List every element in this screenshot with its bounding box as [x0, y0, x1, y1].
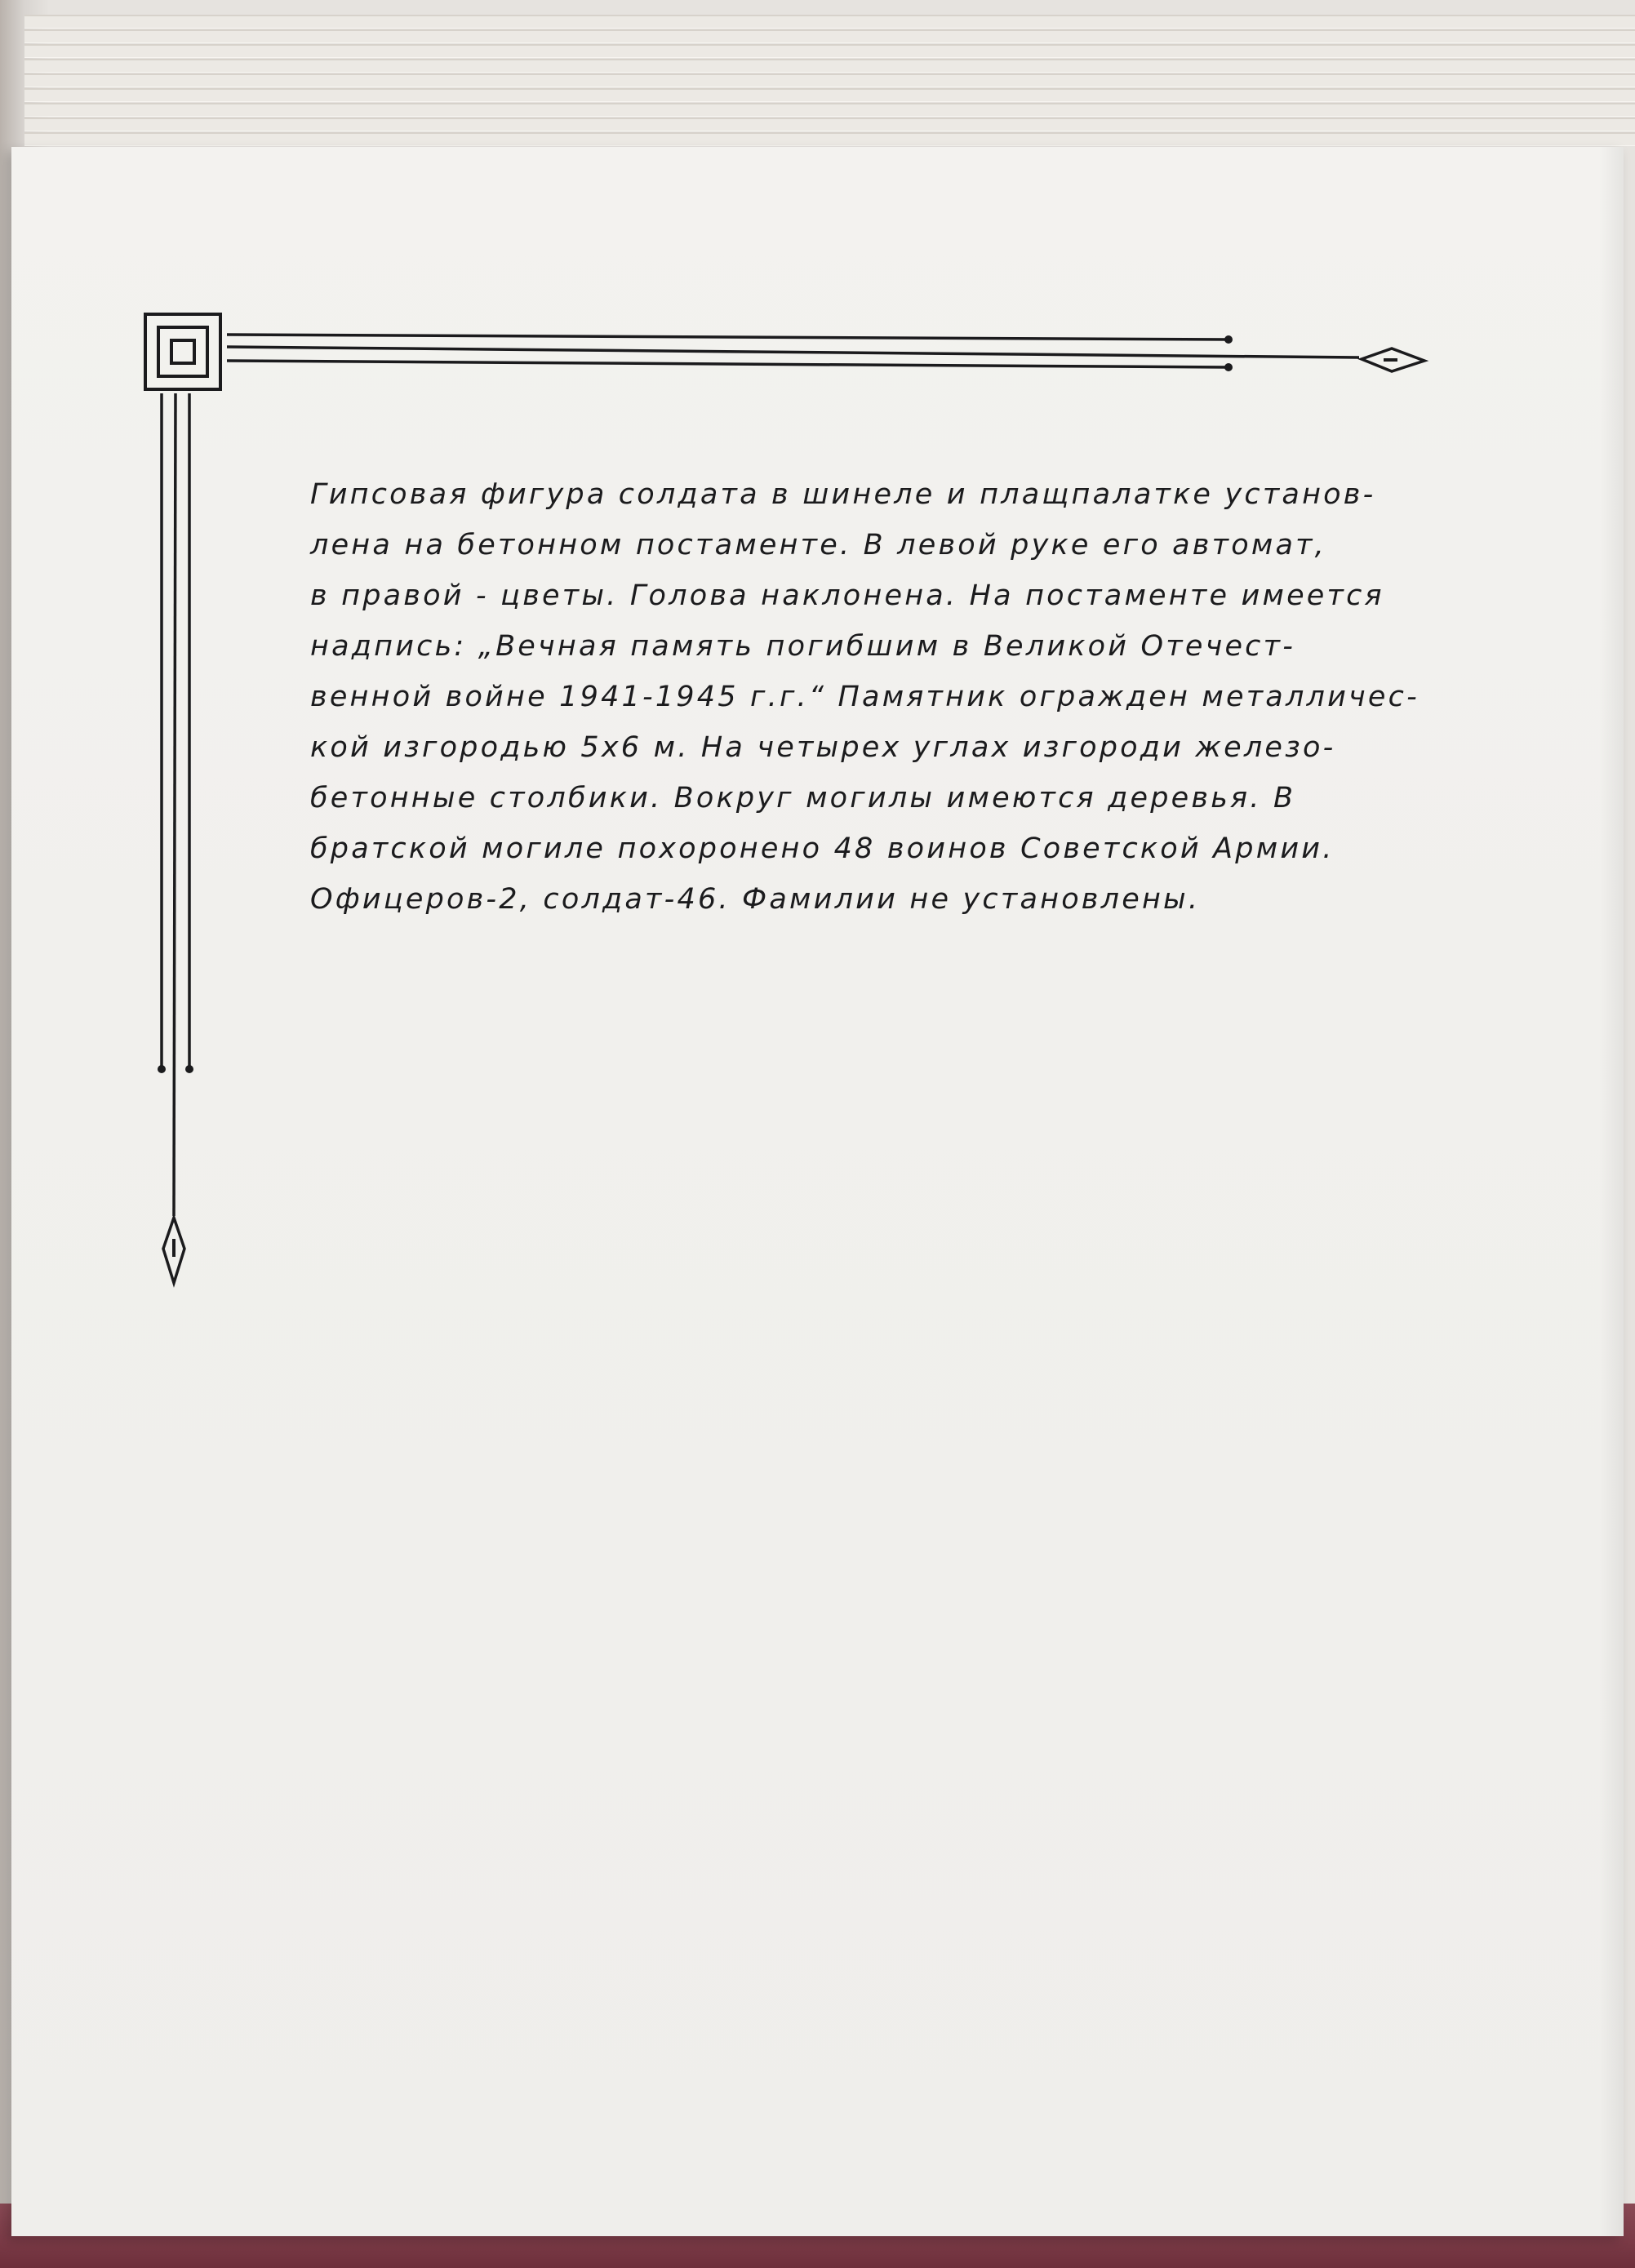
text-line: венной войне 1941-1945 г.г.“ Памятник огражден металличес-	[310, 681, 1420, 713]
text-line: лена на бетонном постаменте. В левой руке его автомат,	[310, 529, 1326, 561]
stacked-page-edge	[24, 118, 1635, 131]
text-line: Офицеров-2, солдат-46. Фамилии не установлены.	[310, 883, 1201, 916]
text-line: бетонные столбики. Вокруг могилы имеются деревья. В	[310, 782, 1296, 814]
stacked-page-edge	[24, 15, 1635, 29]
stacked-page-edge	[24, 44, 1635, 58]
text-line: кой изгородью 5х6 м. На четырех углах изгороди железо-	[310, 731, 1336, 764]
stacked-page-edge	[24, 73, 1635, 87]
stacked-page-edge	[24, 59, 1635, 73]
text-line: надпись: „Вечная память погибшим в Великой Отечест-	[310, 630, 1296, 663]
handwritten-description	[310, 469, 1420, 925]
stacked-page-edge	[24, 132, 1635, 146]
text-line: Гипсовая фигура солдата в шинеле и плащпалатке установ-	[310, 478, 1376, 511]
stacked-page-edge	[24, 88, 1635, 102]
stacked-page-edge	[24, 103, 1635, 117]
text-line: братской могиле похоронено 48 воинов Советской Армии.	[310, 832, 1335, 865]
stacked-page-edge	[24, 29, 1635, 43]
album-page	[11, 147, 1624, 2236]
text-line: в правой - цветы. Голова наклонена. На постаменте имеется	[310, 579, 1384, 612]
page-shadow-edge	[1599, 147, 1624, 2236]
